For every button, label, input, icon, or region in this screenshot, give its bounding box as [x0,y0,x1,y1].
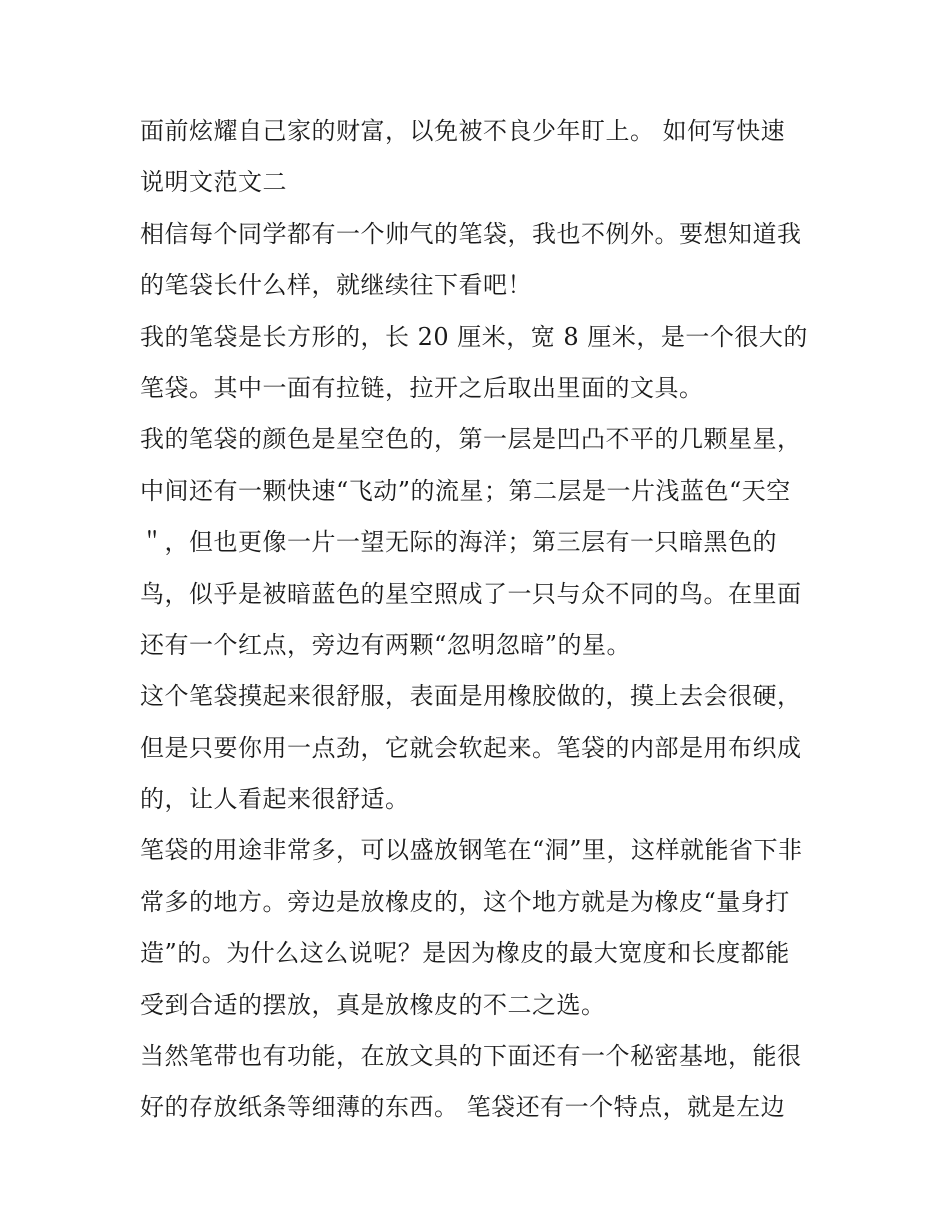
text-line-6: 笔袋。其中一面有拉链，拉开之后取出里面的文具。 [140,373,704,402]
text-line-14: 的，让人看起来很舒适。 [140,785,410,814]
text-line-9: ＂，但也更像一片一望无际的海洋；第三层有一只暗黑色的 [140,528,777,557]
text-line-20: 好的存放纸条等细薄的东西。 笔袋还有一个特点，就是左边 [140,1093,786,1122]
text-line-4: 的笔袋长什么样，就继续往下看吧！ [140,271,532,300]
document-body [140,106,820,1134]
text-line-15: 笔袋的用途非常多，可以盛放钢笔在“洞”里，这样就能省下非 [140,836,803,865]
text-line-8: 中间还有一颗快速“飞动”的流星；第二层是一片浅蓝色“天空 [140,476,791,505]
text-line-13: 但是只要你用一点劲，它就会软起来。笔袋的内部是用布织成 [140,733,802,762]
text-line-11: 还有一个红点，旁边有两颗“忽明忽暗”的星。 [140,630,632,659]
text-line-19: 当然笔带也有功能，在放文具的下面还有一个秘密基地，能很 [140,1042,802,1071]
text-line-18: 受到合适的摆放，真是放橡皮的不二之选。 [140,990,606,1019]
text-line-2: 说明文范文二 [140,168,287,197]
text-line-17: 造”的。为什么这么说呢？是因为橡皮的最大宽度和长度都能 [140,939,790,968]
text-line-16: 常多的地方。旁边是放橡皮的，这个地方就是为橡皮“量身打 [140,887,790,916]
text-line-12: 这个笔袋摸起来很舒服，表面是用橡胶做的，摸上去会很硬， [140,682,802,711]
text-line-7: 我的笔袋的颜色是星空色的，第一层是凹凸不平的几颗星星， [140,425,802,454]
text-line-1: 面前炫耀自己家的财富，以免被不良少年盯上。 如何写快速 [140,117,786,145]
text-line-10: 鸟，似乎是被暗蓝色的星空照成了一只与众不同的鸟。在里面 [140,579,802,608]
text-line-5: 我的笔袋是长方形的，长 20 厘米，宽 8 厘米，是一个很大的 [140,322,808,351]
text-line-3: 相信每个同学都有一个帅气的笔袋，我也不例外。要想知道我 [140,219,802,248]
